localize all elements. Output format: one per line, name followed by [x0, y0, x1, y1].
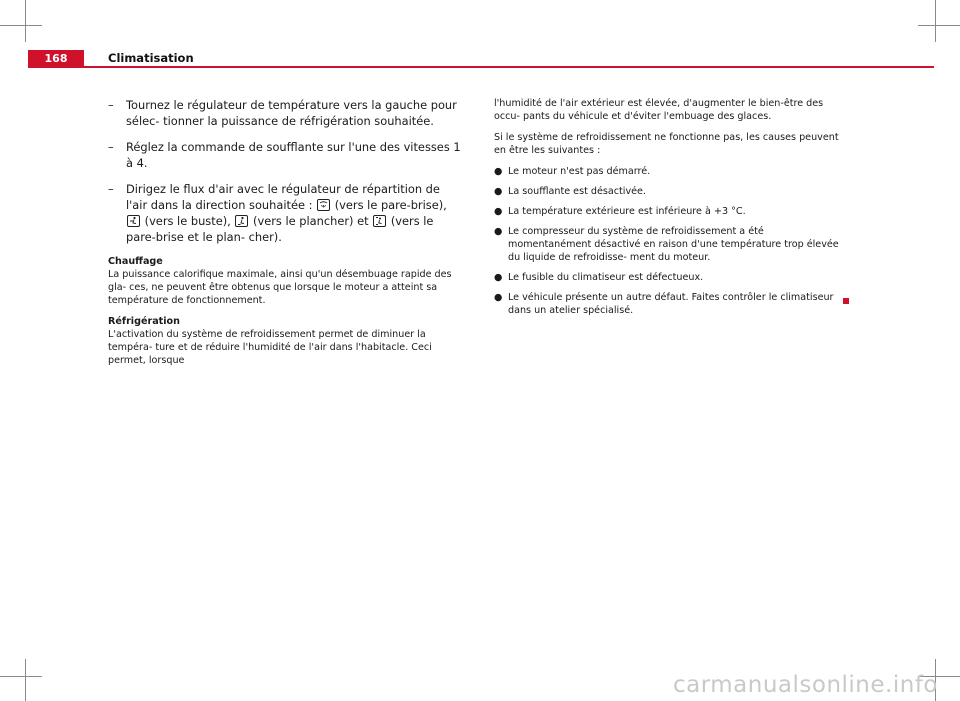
crop-mark [25, 0, 26, 42]
step-text: (vers le buste), [144, 214, 231, 228]
floor-icon [235, 215, 248, 227]
list-item [494, 225, 848, 264]
step-text: (vers le pare-brise et le plan- cher). [126, 214, 434, 244]
right-column [494, 97, 848, 324]
list-item-text: Le moteur n'est pas démarré. [508, 166, 651, 177]
list-item [494, 291, 848, 317]
list-item-text: La température extérieure est inférieure à +3 °C. [508, 206, 746, 217]
bullet-marker: ● [494, 292, 503, 303]
page-number: 168 [28, 50, 84, 66]
step-item [108, 181, 464, 245]
step-text: Tournez le régulateur de température vers la gauche pour sélec- tionner la puissance de réfrigération souhaitée. [126, 98, 457, 128]
list-item-text: Le compresseur du système de refroidissement a été momentanément désactivé en raison d'une température trop élevée du liquide de refroidisse- ment du moteur. [508, 226, 839, 263]
windshield-icon [317, 199, 330, 211]
windshield-floor-icon [373, 215, 386, 227]
watermark: carmanualsonline.info [672, 672, 938, 698]
section-heading-refrigeration: Réfrigération [108, 316, 180, 327]
list-item-text: La soufflante est désactivée. [508, 186, 646, 197]
paragraph: La puissance calorifique maximale, ainsi qu'un désembuage rapide des gla- ces, ne peuvent être obtenus que lorsque le moteur a atteint sa température de fonctionnement. [108, 269, 452, 306]
bullet-marker: ● [494, 166, 503, 177]
paragraph: L'activation du système de refroidissement permet de diminuer la tempéra- ture et de réduire l'humidité de l'air dans l'habitacle. Ceci permet, lorsque [108, 329, 432, 366]
list-item [494, 271, 848, 284]
step-text: Réglez la commande de soufflante sur l'une des vitesses 1 à 4. [126, 140, 461, 170]
list-item-text: Le fusible du climatiseur est défectueux. [508, 272, 704, 283]
step-text: (vers le plancher) et [253, 214, 369, 228]
crop-mark [935, 0, 936, 42]
dash-marker: – [108, 182, 114, 196]
list-item [494, 165, 848, 178]
chapter-title: Climatisation [108, 51, 194, 65]
header-rule [28, 66, 934, 68]
dash-marker: – [108, 140, 114, 154]
step-text: Dirigez le flux d'air avec le régulateur de répartition de l'air dans la direction souhaitée : [126, 182, 440, 212]
left-column [108, 97, 464, 375]
bullet-marker: ● [494, 226, 503, 237]
step-item [108, 97, 464, 129]
paragraph: Si le système de refroidissement ne fonctionne pas, les causes peuvent en être les suivantes : [494, 132, 839, 156]
bullet-marker: ● [494, 186, 503, 197]
crop-mark [0, 25, 42, 26]
list-item [494, 205, 848, 218]
section-heading-chauffage: Chauffage [108, 256, 163, 267]
step-text: (vers le pare-brise), [334, 198, 447, 212]
crop-mark [25, 659, 26, 701]
step-item [108, 139, 464, 171]
bullet-marker: ● [494, 206, 503, 217]
crop-mark [0, 676, 42, 677]
crop-mark [918, 25, 960, 26]
paragraph: l'humidité de l'air extérieur est élevée, d'augmenter le bien-être des occu- pants du véhicule et d'éviter l'embuage des glaces. [494, 98, 824, 122]
list-item [494, 185, 848, 198]
dash-marker: – [108, 98, 114, 112]
chest-icon [127, 215, 140, 227]
section-end-marker [843, 298, 849, 304]
list-item-text: Le véhicule présente un autre défaut. Faites contrôler le climatiseur dans un atelier spécialisé. [508, 292, 834, 316]
bullet-marker: ● [494, 272, 503, 283]
